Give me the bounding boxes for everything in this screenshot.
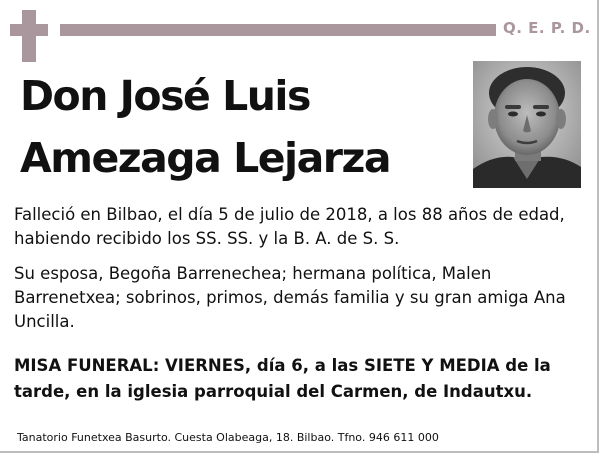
cross-vertical-bar	[22, 10, 36, 62]
funeral-mass-paragraph: MISA FUNERAL: VIERNES, día 6, a las SIETE Y MEDIA de la tarde, en la iglesia parroquial del Carmen, de Indautxu.	[14, 356, 551, 401]
cross-horizontal-bar	[10, 24, 48, 36]
deceased-name-line1: Don José Luis	[20, 72, 310, 120]
header-rule	[60, 24, 496, 36]
portrait-photo	[473, 61, 581, 188]
deceased-name-line2: Amezaga Lejarza	[20, 134, 390, 182]
family-paragraph: Su esposa, Begoña Barrenechea; hermana política, Malen Barrenetxea; sobrinos, primos, demás familia y su gran amiga Ana Uncilla.	[14, 264, 566, 331]
qepd-label: Q. E. P. D.	[503, 19, 591, 37]
portrait-photo-graphic	[473, 61, 581, 188]
funeral-home-footer: Tanatorio Funetxea Basurto. Cuesta Olabeaga, 18. Bilbao. Tfno. 946 611 000	[17, 431, 439, 444]
death-notice-paragraph: Falleció en Bilbao, el día 5 de julio de 2018, a los 88 años de edad, habiendo recibido los SS. SS. y la B. A. de S. S.	[14, 205, 565, 248]
